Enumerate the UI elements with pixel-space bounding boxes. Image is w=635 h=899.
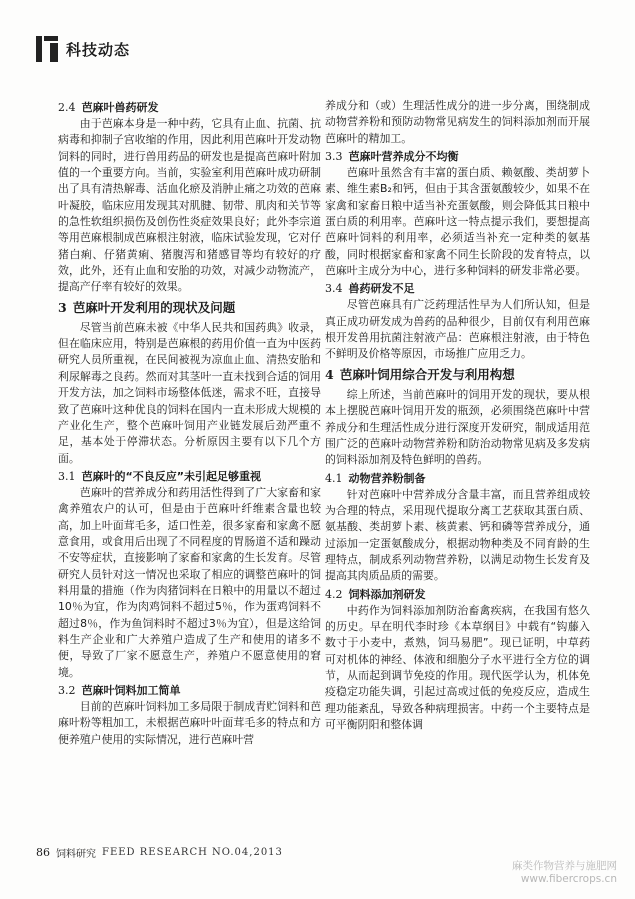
right-column — [325, 98, 590, 733]
paragraph: 中药作为饲料添加剂防治畜禽疾病，在我国有悠久的历史。早在明代李时珍《本草纲目》中载有“钩藤入数寸于小麦中，煮熟，饲马易肥”。现已证明，中草药可对机体的神经、体液和细胞分子水平进行全方位的调节，从而起到调节免疫的作用。现代医学认为，机体免疫稳定功能失调，引起过高或过低的免疫反应，造成生理功能紊乱，导致各种病理损害。中药一个主要特点是可平衡阴阳和整体调 — [325, 603, 590, 731]
section-heading — [58, 298, 321, 318]
heading-title: 芭麻叶开发利用的现状及问题 — [72, 299, 236, 315]
heading-title: 芭麻叶兽药研发 — [81, 101, 159, 114]
watermark-url: www.fibercrops.cn — [520, 873, 617, 885]
heading-number: 4.1 — [325, 471, 343, 485]
journal-name-cn: 饲料研究 — [56, 849, 96, 860]
heading-number: 3.3 — [325, 150, 343, 164]
heading-number: 4.2 — [325, 587, 343, 601]
heading-title: 芭麻叶营养成分不均衡 — [348, 150, 459, 164]
heading-title: 芭麻叶的“不良反应”未引起足够重视 — [81, 469, 261, 483]
subsection-heading — [58, 682, 321, 699]
paragraph: 尽管芭麻具有广泛药理活性早为人们所认知，但是真正成功研发成为兽药的品种很少，目前仅有利用芭麻根开发兽用抗菌注射液产品：芭麻根注射液，由于特色不鲜明及价格等原因，市场推广应用乏力。 — [325, 298, 590, 361]
paragraph: 尽管当前芭麻未被《中华人民共和国药典》收录，但在临床应用，特别是芭麻根的药用价值一直为中医药研究人员所重视，在民间被视为凉血止血、清热安胎和利尿解毒之良药。然而对其茎叶一直未找到合适的饲用开发方法，加之饲料市场整体低迷，需求不旺，直接导致了芭麻叶这种优良的饲料在国内一直未形成大规模的产业化生产，整个芭麻叶饲用产业链发展后劲严重不足，基本处于停滞状态。分析原因主要有以下几个方面。 — [58, 320, 321, 465]
subsection-heading — [325, 470, 590, 487]
section-title: 科技动态 — [66, 40, 131, 59]
paragraph: 养成分和（或）生理活性成分的进一步分离，围绕制成动物营养粉和预防动物常见病发生的饲料添加剂而开展芭麻叶的精加工。 — [325, 99, 590, 145]
heading-title: 芭麻叶饲用综合开发与利用构想 — [339, 366, 515, 382]
paragraph: 针对芭麻叶中营养成分含量丰富，而且营养组成较为合理的特点，采用现代提取分离工艺获取其蛋白质、氨基酸、类胡萝卜素、核黄素、钙和磷等营养成分，通过添加一定蛋氨酸成分，根据动物种类及不同育龄的生理特点，制成系列动物营养粉，以满足动物生长发育及提高其肉质品质的需要。 — [325, 487, 590, 583]
heading-number: 3.4 — [325, 282, 343, 296]
subsection-heading — [58, 468, 321, 485]
section-logo-icon — [36, 36, 58, 62]
heading-number: 3.2 — [58, 684, 76, 697]
heading-title: 动物营养粉制备 — [348, 471, 426, 485]
heading-title: 兽药研发不足 — [348, 282, 415, 296]
paragraph: 综上所述，当前芭麻叶的饲用开发的现状，要从根本上摆脱芭麻叶饲用开发的瓶颈，必须围绕芭麻叶中营养成分和生理活性成分进行深度开发研究，制成适用范围广泛的芭麻叶动物营养粉和防治动物常见病及多发病的饲料添加剂及特色鲜明的兽药。 — [325, 387, 590, 467]
heading-title: 饲料添加剂研发 — [348, 587, 426, 601]
heading-number: 3.1 — [58, 469, 76, 483]
paragraph: 芭麻叶虽然含有丰富的蛋白质、赖氨酸、类胡萝卜素、维生素B₂和钙，但由于其含蛋氨酸较少，如果不在家禽和家畜日粮中适当补充蛋氨酸，则会降低其日粮中蛋白质的利用率。芭麻叶这一特点提示我们，要想提高芭麻叶饲料的利用率，必须适当补充一定种类的氨基酸，同时根据家畜和家禽不同生长阶段的发育特点，以芭麻叶主成分为中心，进行多种饲料的研发非常必要。 — [325, 166, 590, 278]
page-footer — [36, 845, 283, 860]
watermark-site-name: 麻类作物营养与施肥网 — [512, 860, 617, 872]
page-header — [36, 34, 130, 64]
subsection-heading — [325, 586, 590, 603]
paragraph: 芭麻叶的营养成分和药用活性得到了广大家畜和家禽养殖农户的认可，但是由于芭麻叶纤维素含量也较高，加上叶面茸毛多，适口性差，很多家畜和家禽不愿意食用，或食用后出现了不同程度的胃肠道不适和躁动不安等症状，直接影响了家畜和家禽的生长发育。尽管研究人员针对这一情况也采取了相应的调整芭麻叶的饲料用量的措施（作为肉猪饲料在日粮中的用量以不超过10％为宜，作为肉鸡饲料不超过5％，作为蛋鸡饲料不超过8％，作为鱼饲料时不超过3％为宜），但是这给饲料生产企业和广大养殖户造成了生产和使用的诸多不便，导致了厂家不愿意生产，养殖户不愿意使用的窘境。 — [58, 485, 321, 679]
section-heading — [325, 365, 590, 385]
subsection-heading — [58, 99, 321, 116]
subsection-heading — [325, 148, 590, 165]
left-column — [58, 98, 321, 748]
watermark — [512, 860, 617, 886]
heading-number: 3 — [58, 299, 67, 315]
paragraph: 由于芭麻本身是一种中药，它具有止血、抗菌、抗病毒和抑制子宫收缩的作用，因此利用芭麻叶开发动物饲料的同时，进行兽用药品的研发也是提高芭麻叶附加值的一个重要方向。当前，实验室利用芭麻叶成功研制出了具有清热解毒、活血化瘀及消肿止痛之功效的芭麻叶凝胶，临床应用发现其对肌腱、韧带、肌肉和关节等的急性软组织损伤及创伤性炎症效果良好；此外李宗道等用芭麻根制成芭麻根注射液，临床试验发现，它对仔猪白痢、仔猪黄痢、猪腹泻和猪感冒等均有较好的疗效，此外，还有止血和安胎的功效，对减少动物流产，提高产仔率有较好的效果。 — [58, 117, 321, 294]
paragraph: 目前的芭麻叶饲料加工多局限于制成青贮饲料和芭麻叶粉等粗加工，未根据芭麻叶叶面茸毛多的特点和方便养殖户使用的实际情况，进行芭麻叶营 — [58, 700, 321, 746]
journal-name-en: FEED RESEARCH NO.04,2013 — [102, 847, 283, 858]
heading-number: 4 — [325, 366, 334, 382]
page-number: 86 — [36, 846, 50, 859]
subsection-heading — [325, 280, 590, 297]
heading-number: 2.4 — [58, 101, 76, 114]
heading-title: 芭麻叶饲料加工简单 — [81, 684, 181, 697]
